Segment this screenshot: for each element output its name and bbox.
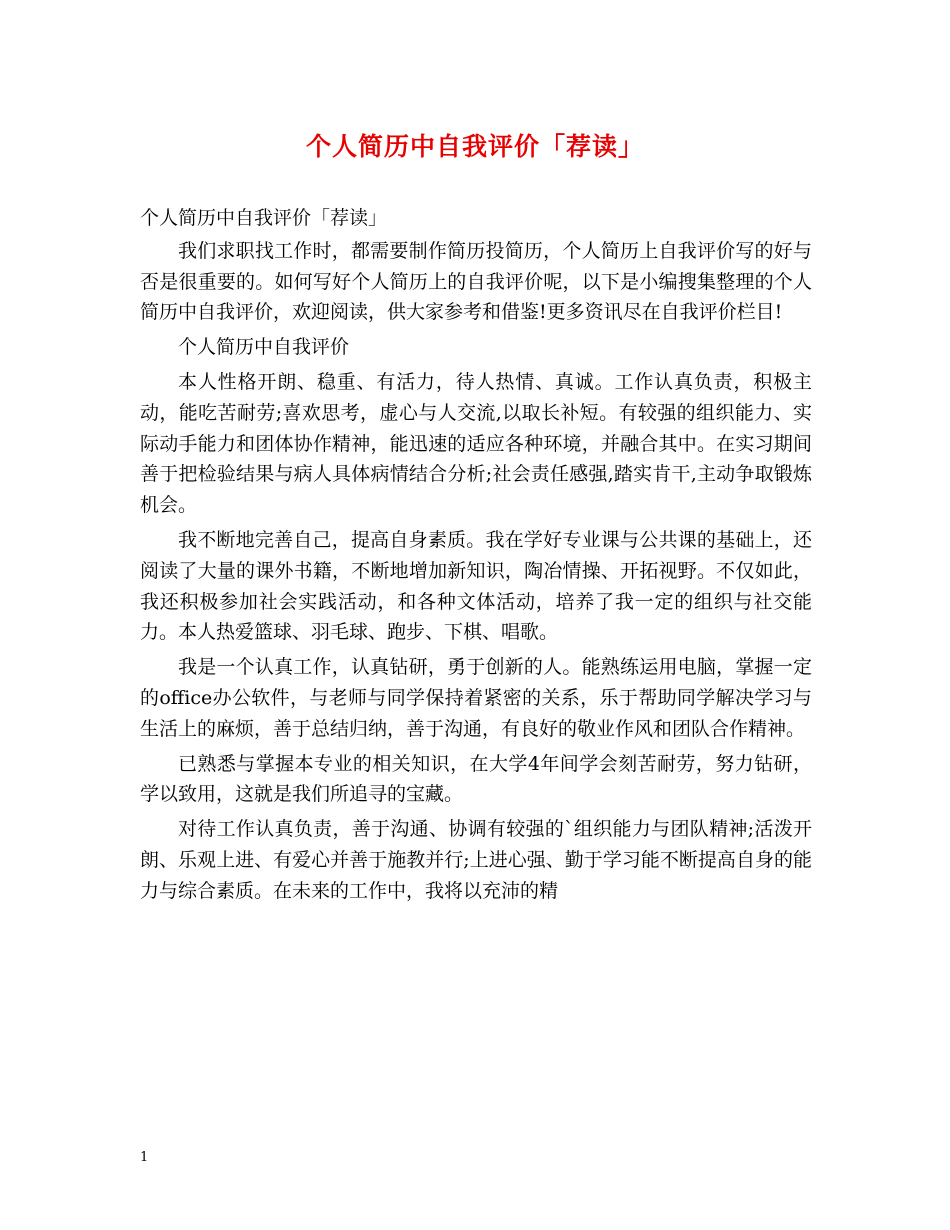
section-heading: 个人简历中自我评价	[178, 336, 350, 359]
page-number: 1	[140, 1150, 149, 1165]
paragraph: 对待工作认真负责，善于沟通、协调有较强的`组织能力与团队精神;活泼开朗、乐观上进、有爱心并善于施教并行;上进心强、勤于学习能不断提高自身的能力与综合素质。在未来的工作中，我将以充沛的精	[140, 818, 812, 902]
paragraph: 已熟悉与掌握本专业的相关知识，在大学4年间学会刻苦耐劳，努力钻研，学以致用，这就是我们所追寻的宝藏。	[140, 752, 812, 806]
paragraph: 本人性格开朗、稳重、有活力，待人热情、真诚。工作认真负责，积极主动，能吃苦耐劳;喜欢思考，虚心与人交流,以取长补短。有较强的组织能力、实际动手能力和团体协作精神，能迅速的适应各种环境，并融合其中。在实习期间善于把检验结果与病人具体病情结合分析;社会责任感强,踏实肯干,主动争取锻炼机会。	[140, 370, 812, 517]
document-subtitle: 个人简历中自我评价「荐读」	[140, 207, 388, 229]
paragraph: 我不断地完善自己，提高自身素质。我在学好专业课与公共课的基础上，还阅读了大量的课外书籍，不断地增加新知识，陶冶情操、开拓视野。不仅如此，我还积极参加社会实践活动，和各种文体活动，培养了我一定的组织与社交能力。本人热爱篮球、羽毛球、跑步、下棋、唱歌。	[140, 528, 812, 644]
paragraph: 我是一个认真工作，认真钻研，勇于创新的人。能熟练运用电脑，掌握一定的office办公软件，与老师与同学保持着紧密的关系，乐于帮助同学解决学习与生活上的麻烦，善于总结归纳，善于沟通，有良好的敬业作风和团队合作精神。	[140, 656, 812, 740]
paragraph-intro: 我们求职找工作时，都需要制作简历投简历，个人简历上自我评价写的好与否是很重要的。如何写好个人简历上的自我评价呢，以下是小编搜集整理的个人简历中自我评价，欢迎阅读，供大家参考和借鉴!更多资讯尽在自我评价栏目!	[140, 239, 812, 324]
document-title: 个人简历中自我评价「荐读」	[305, 132, 644, 161]
document-body	[140, 203, 812, 911]
